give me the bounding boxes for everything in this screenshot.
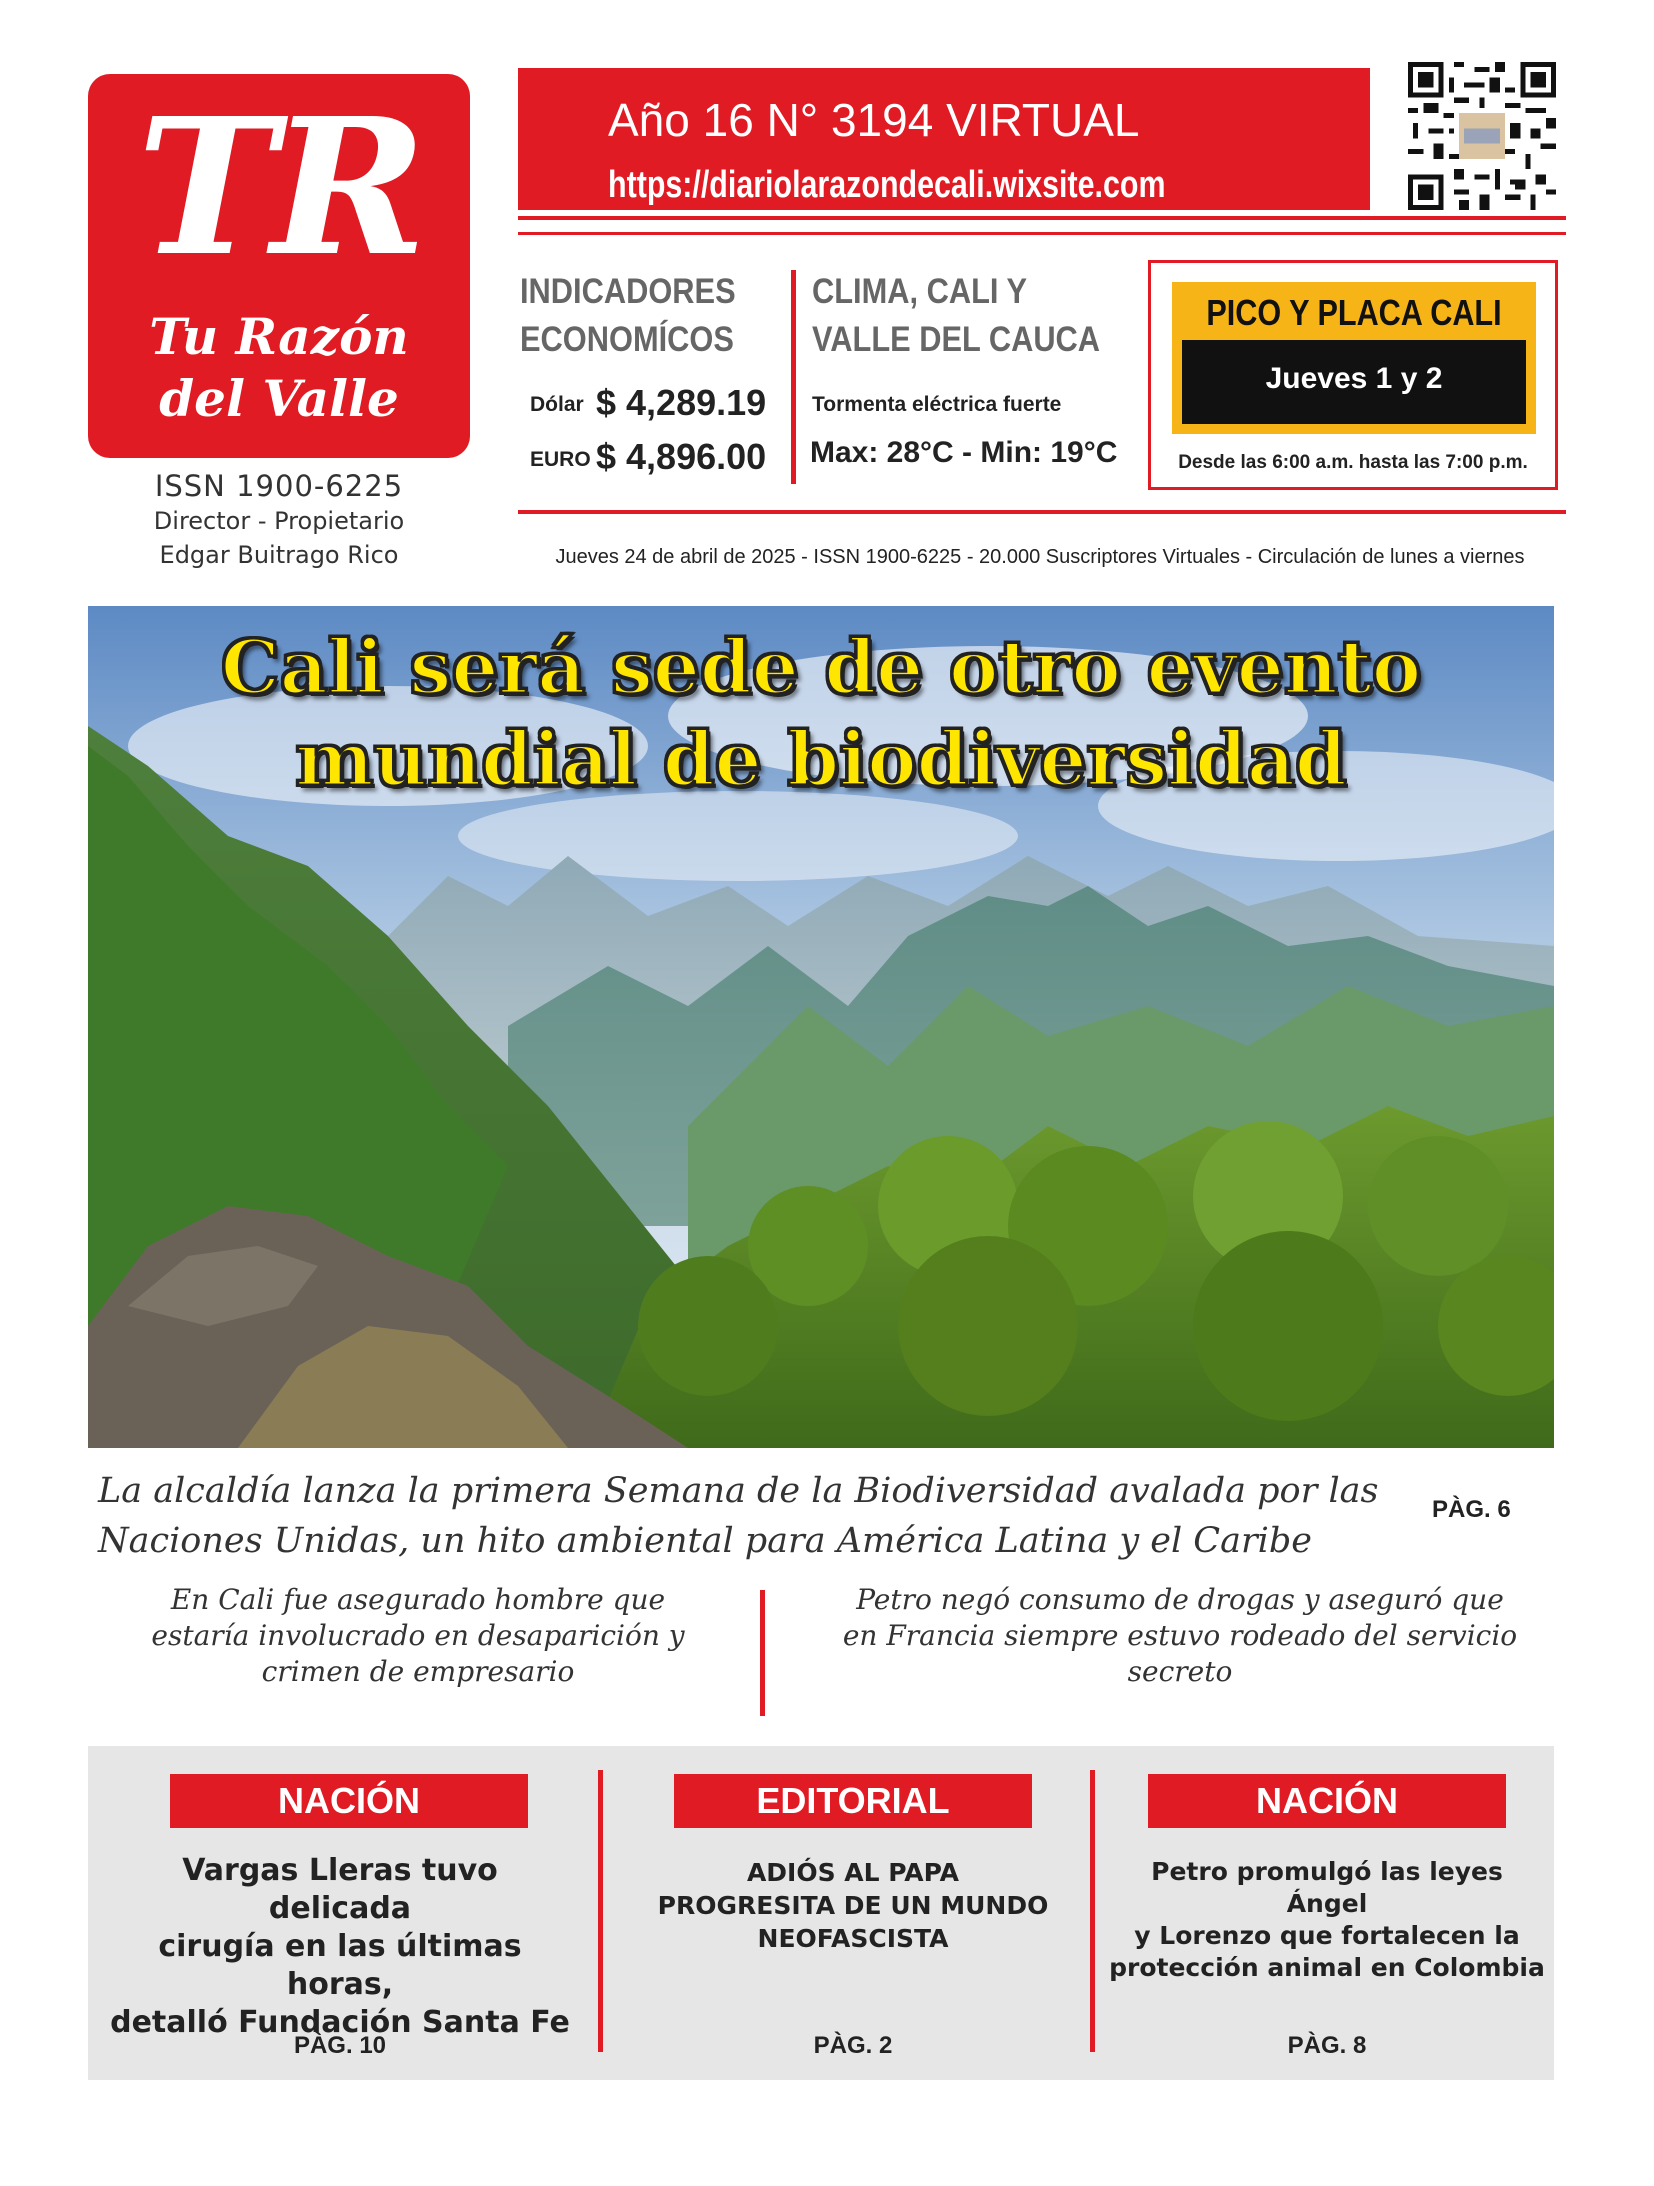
indicators-title-line2: ECONOMÍCOS	[520, 320, 734, 359]
column-1-line2: cirugía en las últimas horas,	[158, 1929, 522, 2002]
lead-page-ref[interactable]: PÀG. 6	[1432, 1496, 1511, 1523]
lead-deck-line1: La alcaldía lanza la primera Semana de la Biodiversidad avalada por las	[98, 1471, 1379, 1511]
website-link[interactable]: https://diariolarazondecali.wixsite.com	[608, 164, 1166, 206]
column-3-page-ref[interactable]: PÀG. 8	[1287, 2032, 1367, 2059]
secondary-story-2-line1: Petro negó consumo de drogas y aseguró que	[856, 1583, 1504, 1616]
secondary-story-2-line2: en Francia siempre estuvo rodeado del servicio	[842, 1619, 1518, 1652]
lead-headline-line1[interactable]: Cali será sede de otro evento	[220, 625, 1422, 711]
column-2-line3: NEOFASCISTA	[757, 1924, 949, 1953]
column-1-line3: detalló Fundación Santa Fe	[110, 2005, 570, 2040]
euro-value: $ 4,896.00	[596, 436, 767, 477]
issn-number: ISSN 1900-6225	[154, 469, 404, 503]
secondary-story-2-line3: secreto	[1127, 1655, 1233, 1688]
secondary-story-1-line2: estaría involucrado en desaparición y	[151, 1619, 685, 1652]
secondary-story-1-line1: En Cali fue asegurado hombre que	[170, 1583, 666, 1616]
column-2-line2: PROGRESITA DE UN MUNDO	[657, 1891, 1049, 1920]
column-2-page-ref[interactable]: PÀG. 2	[813, 2032, 893, 2059]
weather-title-line1: CLIMA, CALI Y	[812, 272, 1028, 311]
lead-deck-line2: Naciones Unidas, un hito ambiental para América Latina y el Caribe	[98, 1521, 1312, 1561]
column-2-line1: ADIÓS AL PAPA	[746, 1858, 960, 1887]
secondary-divider	[760, 1590, 765, 1716]
director-name: Edgar Buitrago Rico	[159, 541, 399, 569]
header-rule-bottom	[518, 232, 1566, 235]
secondary-story-1[interactable]	[98, 1582, 738, 1690]
lead-deck	[98, 1466, 1418, 1566]
logo-mark: TR	[136, 77, 422, 298]
euro-label: EURO	[530, 448, 591, 471]
edition-number: Año 16 N° 3194 VIRTUAL	[608, 94, 1140, 146]
masthead-credits	[88, 468, 470, 572]
director-role: Director - Propietario	[153, 507, 405, 535]
logo-name-line2: del Valle	[159, 369, 399, 428]
column-3-line3: protección animal en Colombia	[1109, 1953, 1545, 1982]
column-3-section[interactable]: NACIÓN	[1148, 1774, 1506, 1828]
indicators-title	[520, 268, 736, 364]
weather-title	[812, 268, 1100, 364]
qr-code[interactable]	[1408, 62, 1556, 210]
column-2-section[interactable]: EDITORIAL	[674, 1774, 1032, 1828]
indicators-divider	[791, 270, 796, 484]
pico-placa-title: PICO Y PLACA CALI	[1206, 292, 1502, 333]
column-1-page-ref[interactable]: PÀG. 10	[293, 2032, 387, 2059]
dollar-label: Dólar	[530, 393, 584, 416]
indicators-title-line1: INDICADORES	[520, 272, 736, 311]
column-3-line2: y Lorenzo que fortalecen la	[1134, 1921, 1520, 1950]
lead-photo[interactable]	[88, 606, 1554, 1448]
column-2-headline[interactable]	[618, 1856, 1088, 1955]
pico-placa-day: Jueves 1 y 2	[1265, 362, 1443, 395]
panel-divider-1	[598, 1770, 603, 2052]
secondary-story-2[interactable]	[800, 1582, 1560, 1690]
dollar-value: $ 4,289.19	[596, 382, 767, 423]
logo-name-line1: Tu Razón	[149, 307, 409, 366]
logo-name	[88, 306, 470, 430]
indicators-rule	[518, 510, 1566, 514]
column-1-line1: Vargas Lleras tuvo delicada	[182, 1853, 498, 1926]
secondary-story-1-line3: crimen de empresario	[261, 1655, 575, 1688]
panel-divider-2	[1090, 1770, 1095, 2052]
dateline: Jueves 24 de abril de 2025 - ISSN 1900-6225 - 20.000 Suscriptores Virtuales - Circulación de lunes a viernes	[555, 546, 1525, 568]
pico-placa-hours: Desde las 6:00 a.m. hasta las 7:00 p.m.	[1178, 452, 1528, 473]
column-3-headline[interactable]	[1108, 1856, 1546, 1984]
column-1-section[interactable]: NACIÓN	[170, 1774, 528, 1828]
masthead-logo	[88, 74, 470, 458]
weather-temperatures: Max: 28°C - Min: 19°C	[810, 436, 1118, 469]
header-rule-top	[518, 216, 1566, 220]
column-1-headline[interactable]	[110, 1852, 570, 2042]
weather-title-line2: VALLE DEL CAUCA	[812, 320, 1101, 359]
lead-headline-line2[interactable]: mundial de biodiversidad	[295, 717, 1347, 803]
weather-condition: Tormenta eléctrica fuerte	[812, 393, 1062, 416]
column-3-line1: Petro promulgó las leyes Ángel	[1151, 1857, 1503, 1918]
